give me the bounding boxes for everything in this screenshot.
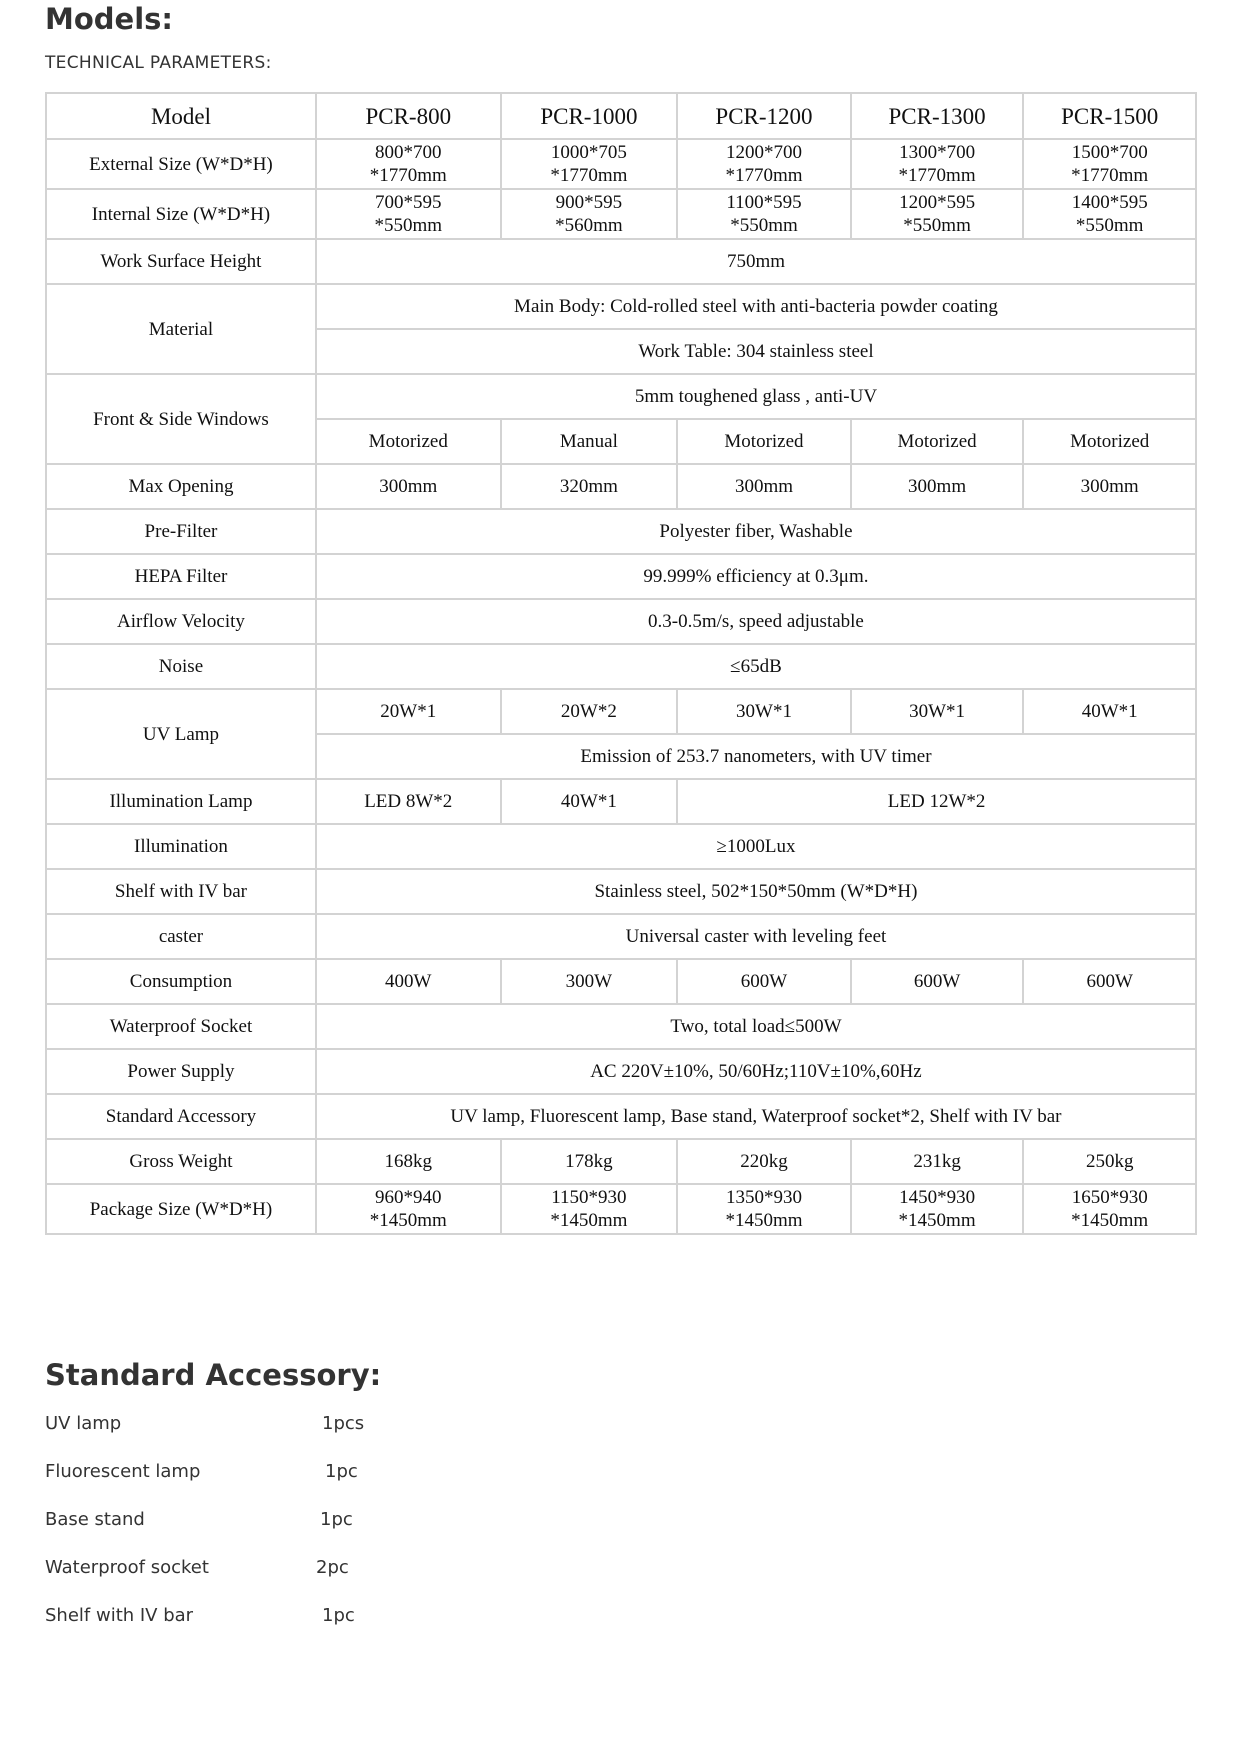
cell-value: 1100*595 *550mm	[677, 189, 851, 239]
row-label: Material	[46, 284, 316, 374]
row-label: Power Supply	[46, 1049, 316, 1094]
cell-value: AC 220V±10%, 50/60Hz;110V±10%,60Hz	[316, 1049, 1196, 1094]
list-item	[45, 1554, 445, 1602]
row-label: Noise	[46, 644, 316, 689]
cell-value: 5mm toughened glass , anti-UV	[316, 374, 1196, 419]
row-label: Internal Size (W*D*H)	[46, 189, 316, 239]
row-label: Work Surface Height	[46, 239, 316, 284]
model-header: PCR-1200	[677, 93, 851, 139]
standard-accessory-title: Standard Accessory:	[45, 1358, 382, 1392]
row-label: External Size (W*D*H)	[46, 139, 316, 189]
table-row	[46, 644, 1196, 689]
table-row	[46, 689, 1196, 734]
cell-value: Polyester fiber, Washable	[316, 509, 1196, 554]
cell-value: 1000*705 *1770mm	[501, 139, 678, 189]
cell-value: 168kg	[316, 1139, 501, 1184]
cell-value: 600W	[677, 959, 851, 1004]
cell-value: 30W*1	[677, 689, 851, 734]
page-title: Models:	[45, 2, 174, 36]
table-row	[46, 1004, 1196, 1049]
cell-value: 231kg	[851, 1139, 1024, 1184]
cell-value: UV lamp, Fluorescent lamp, Base stand, Waterproof socket*2, Shelf with IV bar	[316, 1094, 1196, 1139]
model-header: PCR-1000	[501, 93, 678, 139]
cell-value: 99.999% efficiency at 0.3μm.	[316, 554, 1196, 599]
accessory-name: Waterproof socket	[45, 1557, 209, 1578]
row-label: Airflow Velocity	[46, 599, 316, 644]
row-label: Waterproof Socket	[46, 1004, 316, 1049]
table-row	[46, 1049, 1196, 1094]
list-item	[45, 1458, 445, 1506]
row-label: Illumination	[46, 824, 316, 869]
row-label: UV Lamp	[46, 689, 316, 779]
accessory-name: Fluorescent lamp	[45, 1461, 201, 1482]
row-label: Shelf with IV bar	[46, 869, 316, 914]
cell-value: 1500*700 *1770mm	[1023, 139, 1196, 189]
table-row	[46, 824, 1196, 869]
cell-value: ≤65dB	[316, 644, 1196, 689]
cell-value: Motorized	[677, 419, 851, 464]
table-row	[46, 464, 1196, 509]
cell-value: 400W	[316, 959, 501, 1004]
cell-value: Main Body: Cold-rolled steel with anti-bacteria powder coating	[316, 284, 1196, 329]
table-row	[46, 959, 1196, 1004]
technical-parameters-table	[45, 92, 1197, 1235]
cell-value: 30W*1	[851, 689, 1024, 734]
cell-value: 300mm	[1023, 464, 1196, 509]
table-row	[46, 1139, 1196, 1184]
cell-value: Emission of 253.7 nanometers, with UV timer	[316, 734, 1196, 779]
table-row	[46, 869, 1196, 914]
accessory-name: UV lamp	[45, 1413, 122, 1434]
cell-value: 800*700 *1770mm	[316, 139, 501, 189]
cell-value: 1450*930 *1450mm	[851, 1184, 1024, 1234]
cell-value: Two, total load≤500W	[316, 1004, 1196, 1049]
cell-value: 1200*595 *550mm	[851, 189, 1024, 239]
table-row	[46, 189, 1196, 239]
cell-value: LED 12W*2	[677, 779, 1196, 824]
row-label: Package Size (W*D*H)	[46, 1184, 316, 1234]
list-item	[45, 1506, 445, 1554]
cell-value: 1650*930 *1450mm	[1023, 1184, 1196, 1234]
cell-value: 40W*1	[1023, 689, 1196, 734]
cell-value: 250kg	[1023, 1139, 1196, 1184]
accessory-qty: 2pc	[316, 1557, 349, 1578]
cell-value: 220kg	[677, 1139, 851, 1184]
row-label: Front & Side Windows	[46, 374, 316, 464]
cell-value: Motorized	[1023, 419, 1196, 464]
cell-value: 1400*595 *550mm	[1023, 189, 1196, 239]
row-label: Pre-Filter	[46, 509, 316, 554]
cell-value: 178kg	[501, 1139, 678, 1184]
cell-value: 700*595 *550mm	[316, 189, 501, 239]
table-row	[46, 284, 1196, 329]
list-item	[45, 1602, 445, 1650]
cell-value: 900*595 *560mm	[501, 189, 678, 239]
cell-value: ≥1000Lux	[316, 824, 1196, 869]
table-row	[46, 554, 1196, 599]
row-label: HEPA Filter	[46, 554, 316, 599]
cell-value: 1200*700 *1770mm	[677, 139, 851, 189]
row-label: Gross Weight	[46, 1139, 316, 1184]
row-label: caster	[46, 914, 316, 959]
cell-value: 1350*930 *1450mm	[677, 1184, 851, 1234]
cell-value: LED 8W*2	[316, 779, 501, 824]
cell-value: Motorized	[851, 419, 1024, 464]
cell-value: 960*940 *1450mm	[316, 1184, 501, 1234]
table-row	[46, 239, 1196, 284]
accessory-list	[45, 1410, 445, 1650]
row-label: Consumption	[46, 959, 316, 1004]
table-row	[46, 914, 1196, 959]
cell-value: 300mm	[677, 464, 851, 509]
table-row	[46, 1184, 1196, 1234]
table-row	[46, 374, 1196, 419]
row-label: Illumination Lamp	[46, 779, 316, 824]
accessory-qty: 1pc	[320, 1509, 353, 1530]
model-header-label: Model	[46, 93, 316, 139]
row-label: Standard Accessory	[46, 1094, 316, 1139]
cell-value: 300mm	[851, 464, 1024, 509]
cell-value: Stainless steel, 502*150*50mm (W*D*H)	[316, 869, 1196, 914]
table-row	[46, 1094, 1196, 1139]
cell-value: Manual	[501, 419, 678, 464]
cell-value: 20W*2	[501, 689, 678, 734]
model-header: PCR-800	[316, 93, 501, 139]
cell-value: Universal caster with leveling feet	[316, 914, 1196, 959]
cell-value: 20W*1	[316, 689, 501, 734]
list-item	[45, 1410, 445, 1458]
section-subtitle: TECHNICAL PARAMETERS:	[45, 53, 272, 73]
accessory-qty: 1pc	[322, 1605, 355, 1626]
spec-table-body	[46, 93, 1196, 1234]
table-row	[46, 779, 1196, 824]
model-header: PCR-1300	[851, 93, 1024, 139]
cell-value: 750mm	[316, 239, 1196, 284]
table-row	[46, 509, 1196, 554]
table-row	[46, 139, 1196, 189]
cell-value: 300W	[501, 959, 678, 1004]
cell-value: 40W*1	[501, 779, 678, 824]
accessory-qty: 1pcs	[322, 1413, 365, 1434]
table-row	[46, 599, 1196, 644]
cell-value: Work Table: 304 stainless steel	[316, 329, 1196, 374]
cell-value: Motorized	[316, 419, 501, 464]
model-header: PCR-1500	[1023, 93, 1196, 139]
cell-value: 1150*930 *1450mm	[501, 1184, 678, 1234]
cell-value: 600W	[851, 959, 1024, 1004]
cell-value: 600W	[1023, 959, 1196, 1004]
accessory-name: Base stand	[45, 1509, 145, 1530]
accessory-qty: 1pc	[325, 1461, 358, 1482]
cell-value: 320mm	[501, 464, 678, 509]
cell-value: 1300*700 *1770mm	[851, 139, 1024, 189]
cell-value: 0.3-0.5m/s, speed adjustable	[316, 599, 1196, 644]
row-label: Max Opening	[46, 464, 316, 509]
accessory-name: Shelf with IV bar	[45, 1605, 194, 1626]
cell-value: 300mm	[316, 464, 501, 509]
table-header-row	[46, 93, 1196, 139]
